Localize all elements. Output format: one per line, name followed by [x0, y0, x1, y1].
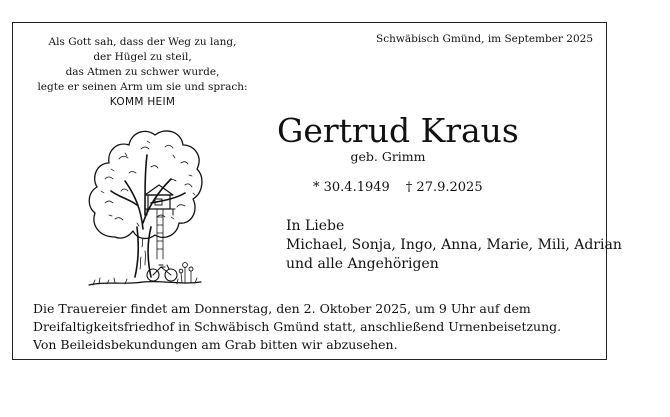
notice-line-2: Dreifaltigkeitsfriedhof in Schwäbisch Gmünd statt, anschließend Urnenbeisetzung.	[33, 319, 562, 334]
birth-name: geb. Grimm	[350, 149, 426, 164]
tree-with-treehouse-icon	[85, 119, 203, 289]
mourners-relatives: und alle Angehörigen	[286, 256, 439, 272]
poem-line-4: legte er seinen Arm um sie und sprach:	[37, 81, 248, 93]
poem-line-2: der Hügel zu steil,	[93, 51, 192, 63]
memorial-poem	[35, 35, 250, 110]
mourners-block	[286, 217, 622, 274]
notice-line-1: Die Trauereier findet am Donnerstag, den 2. Oktober 2025, um 9 Uhr auf dem	[33, 301, 531, 316]
obituary-card	[12, 22, 622, 360]
life-dates	[313, 179, 483, 197]
poem-closing: KOMM HEIM	[109, 96, 176, 108]
death-date: † 27.9.2025	[405, 180, 483, 195]
poem-line-1: Als Gott sah, dass der Weg zu lang,	[48, 36, 237, 48]
place-and-date: Schwäbisch Gmünd, im September 2025	[376, 33, 593, 45]
mourners-intro: In Liebe	[286, 218, 345, 234]
notice-line-3: Von Beileidsbekundungen am Grab bitten wir abzusehen.	[33, 337, 398, 352]
funeral-notice	[33, 300, 561, 354]
birth-date: * 30.4.1949	[313, 180, 390, 195]
mourners-names: Michael, Sonja, Ingo, Anna, Marie, Mili, Adrian	[286, 237, 622, 253]
deceased-name: Gertrud Kraus	[277, 111, 519, 150]
poem-line-3: das Atmen zu schwer wurde,	[65, 66, 220, 78]
